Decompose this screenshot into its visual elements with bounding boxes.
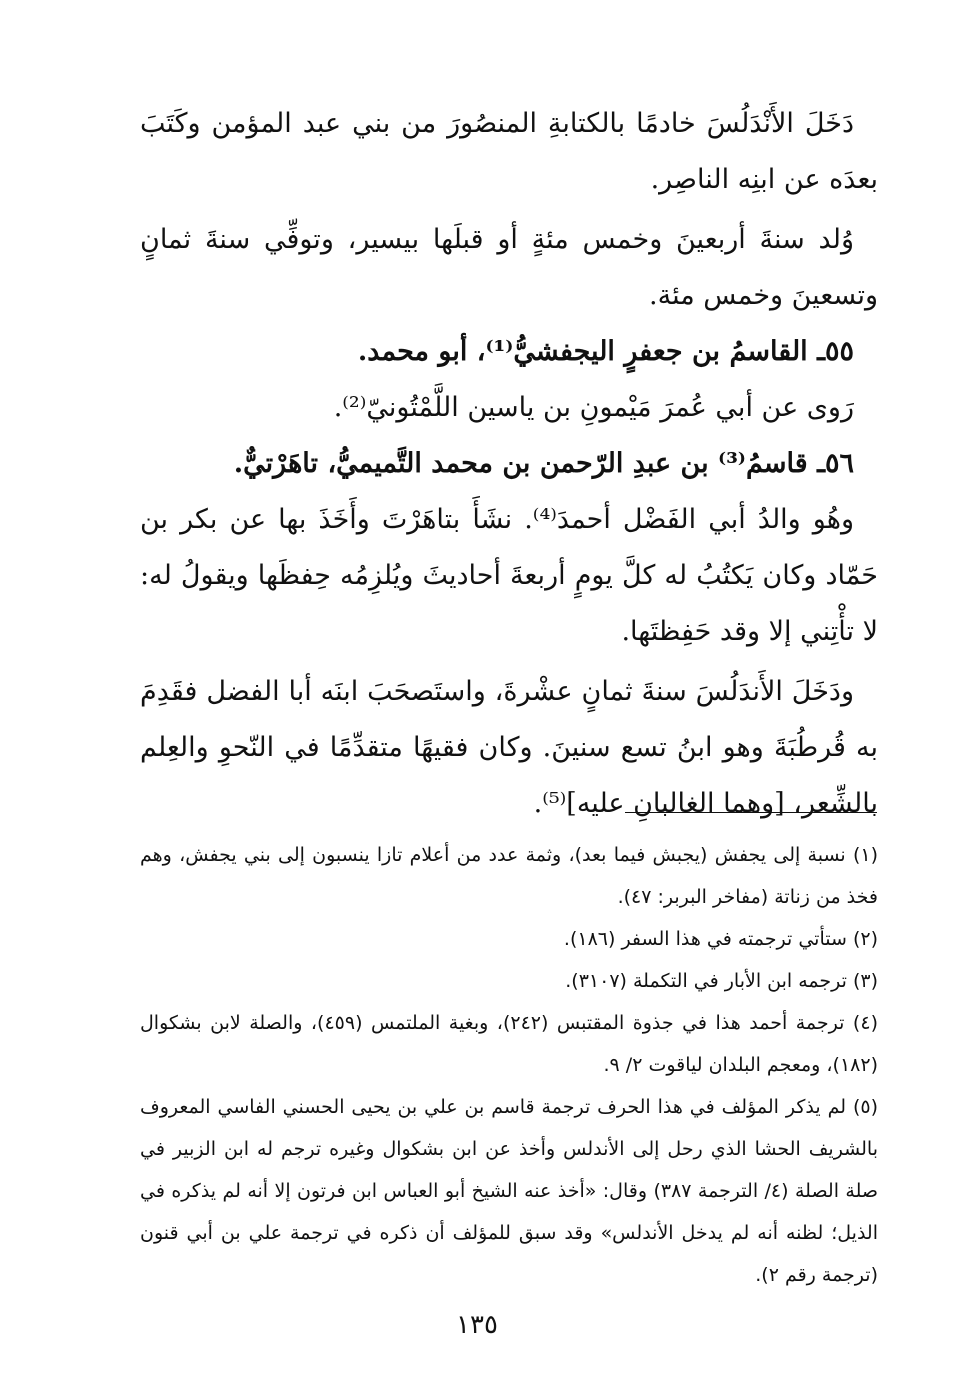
paragraph-3: رَوى عن أبي عُمرَ مَيْمونِ بن ياسين اللَّمْتُونيّ⁽²⁾. [333,392,854,423]
footnotes [140,834,878,1296]
paragraph-2: وُلد سنةَ أربعينَ وخمس مئةٍ أو قبلَها بيسير، وتوفِّي سنةَ ثمانٍ وتسعينَ وخمس مئة. [140,224,878,311]
paragraph-1: دَخَلَ الأَنْدَلُسَ خادمًا بالكتابةِ المنصُورَ من بني عبد المؤمن وكَتَبَ بعدَه عن ابنِه الناصِر. [140,108,878,195]
main-text [140,96,878,832]
entry-55-heading: ٥٥ـ القاسمُ بن جعفرٍ اليجفشيُّ⁽¹⁾، أبو محمد. [357,336,854,367]
footnote-1: (١) نسبة إلى يجفش (يجبش فيما بعد)، وثمة عدد من أعلام تازا ينسبون إلى بني يجفش، وهم فخذ من زناتة (مفاخر البربر: ٤٧). [140,844,878,908]
footnote-4: (٤) ترجمة أحمد هذا في جذوة المقتبس (٢٤٢)، وبغية الملتمس (٤٥٩)، والصلة لابن بشكوال (١٨٢)، ومعجم البلدان لياقوت ٢/ ٩. [140,1012,878,1076]
entry-56-heading: ٥٦ـ قاسمُ⁽³⁾ بن عبدِ الرّحمن بن محمد التَّميميُّ، تاهَرْتيٌّ. [233,448,854,479]
footnote-2: (٢) ستأتي ترجمته في هذا السفر (١٨٦). [563,928,878,950]
page-number: ١٣٥ [456,1310,498,1340]
paragraph-4: وهُو والدُ أبي الفَضْل أحمدَ⁽⁴⁾. نشَأَ بتاهَرْتَ وأَخَذَ بها عن بكر بن حَمّاد وكان يَكتُبُ له كلَّ يومٍ أربعةَ أحاديثَ ويُلزِمُه حِفظَها ويقولُ له: لا تأْتِني إلا وقد حَفِظتَها. [140,504,878,647]
footnote-3: (٣) ترجمه ابن الأبار في التكملة (٣١٠٧). [565,970,878,992]
footnote-5: (٥) لم يذكر المؤلف في هذا الحرف ترجمة قاسم بن علي بن يحيى الحسني الفاسي المعروف بالشريف الحشا الذي رحل إلى الأندلس وأخذ عن ابن بشكوال وغيره ترجم له ابن الزبير في صلة الصلة (٤/ الترجمة ٣٨٧) وقال: «أخذ عنه الشيخ أبو العباس ابن فرتون إلا أنه لم يذكره في الذيل؛ لظنه أنه لم يدخل الأندلس» وقد سبق للمؤلف أن ذكره في ترجمة علي بن أبي قنون (ترجمة رقم ٢). [140,1096,879,1286]
paragraph-5: ودَخَلَ الأَندَلُسَ سنةَ ثمانٍ عشْرةَ، واستَصحَبَ ابنَه أبا الفضل فقَدِمَ به قُرطُبَةَ وهو ابنُ تسع سنينَ. وكان فقيهًا متقدِّمًا في النّحوِ والعِلم بالشِّعر، [وهما الغالبانِ عليه]⁽⁵⁾. [140,676,878,819]
footnote-separator [625,812,877,813]
